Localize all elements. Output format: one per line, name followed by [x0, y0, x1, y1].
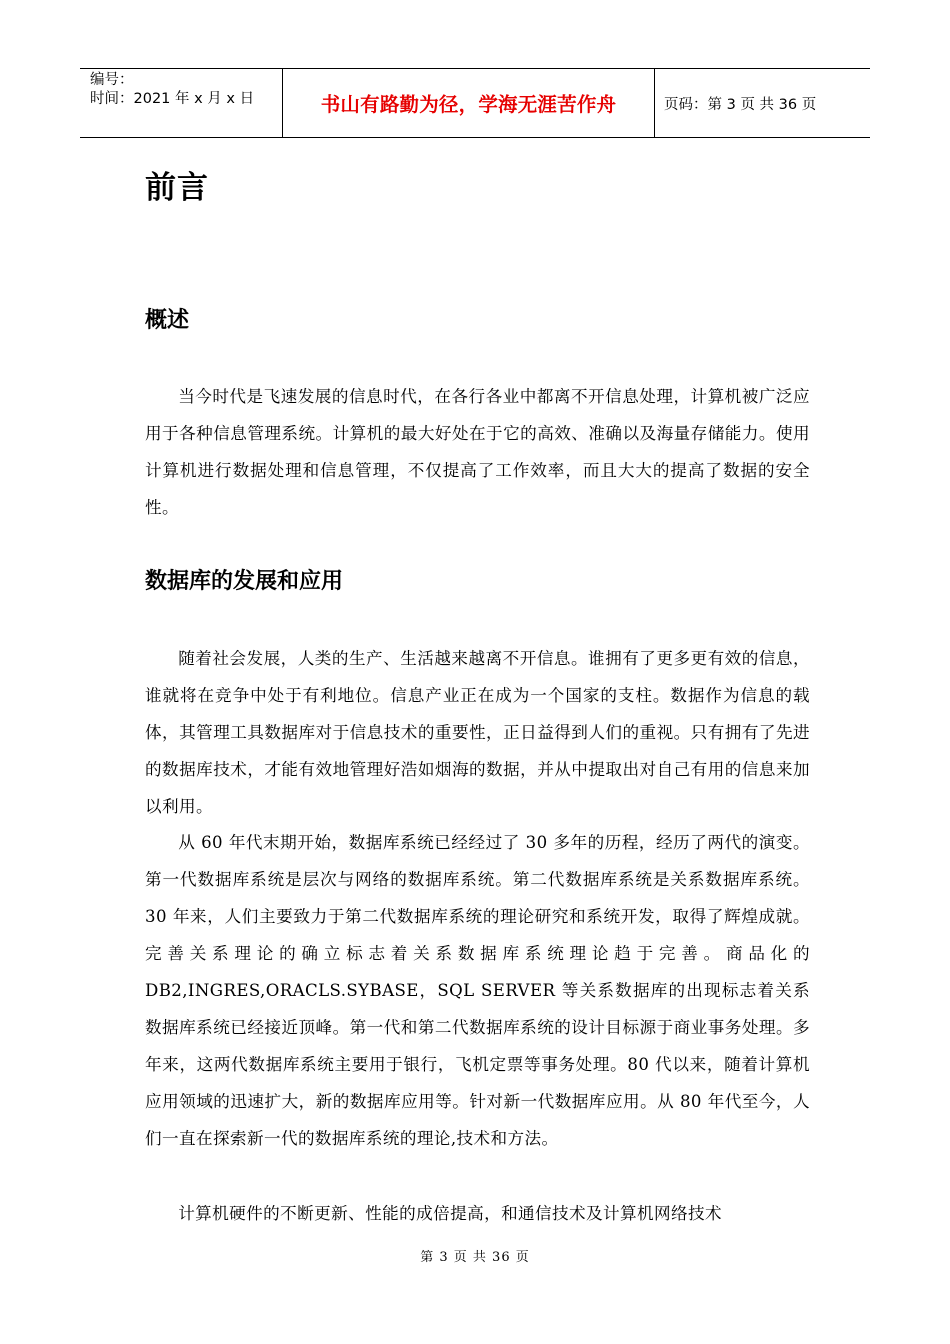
- database-paragraph-2: 从 60 年代末期开始，数据库系统已经经过了 30 多年的历程，经历了两代的演变。第一代数据库系统是层次与网络的数据库系统。第二代数据库系统是关系数据库系统。30 年来，人们主要致力于第二代数据库系统的理论研究和系统开发，取得了辉煌成就。完善关系理论的确立标志着关系数据库系统理论趋于完善。商品化的 DB2,INGRES,ORACLS.SYBASE，SQL SERVER 等关系数据库的出现标志着关系数据库系统已经接近顶峰。第一代和第二代数据库系统的设计目标源于商业事务处理。多年来，这两代数据库系统主要用于银行，飞机定票等事务处理。80 代以来，随着计算机应用领域的迅速扩大，新的数据库应用等。针对新一代数据库应用。从 80 年代至今，人们一直在探索新一代的数据库系统的理论,技术和方法。: [145, 833, 810, 1148]
- header-meta-cell: [80, 69, 283, 137]
- database-paragraph-1: 随着社会发展，人类的生产、生活越来越离不开信息。谁拥有了更多更有效的信息，谁就将在竞争中处于有利地位。信息产业正在成为一个国家的支柱。数据作为信息的载体，其管理工具数据库对于信息技术的重要性，正日益得到人们的重视。只有拥有了先进的数据库技术，才能有效地管理好浩如烟海的数据，并从中提取出对自己有用的信息来加以利用。: [145, 649, 810, 816]
- motto-cell: [283, 69, 655, 137]
- page-title: 前言: [145, 170, 209, 206]
- doc-number-label: 编号：: [90, 72, 134, 88]
- database-paragraph-3: 计算机硬件的不断更新、性能的成倍提高，和通信技术及计算机网络技术: [178, 1204, 722, 1223]
- time-line: 时间：2021 年 x 月 x 日: [90, 91, 255, 107]
- overview-heading: 概述: [145, 308, 190, 333]
- overview-paragraph: 当今时代是飞速发展的信息时代，在各行各业中都离不开信息处理，计算机被广泛应用于各种信息管理系统。计算机的最大好处在于它的高效、准确以及海量存储能力。使用计算机进行数据处理和信息管理，不仅提高了工作效率，而且大大的提高了数据的安全性。: [145, 387, 810, 517]
- database-heading: 数据库的发展和应用: [145, 569, 344, 594]
- page-footer: 第 3 页 共 36 页: [420, 1250, 530, 1265]
- page-info-cell: [656, 69, 878, 137]
- motto-text: 书山有路勤为径，学海无涯苦作舟: [320, 93, 617, 116]
- header-table: [80, 68, 870, 138]
- page-info-text: 页码：第 3 页 共 36 页: [664, 96, 817, 113]
